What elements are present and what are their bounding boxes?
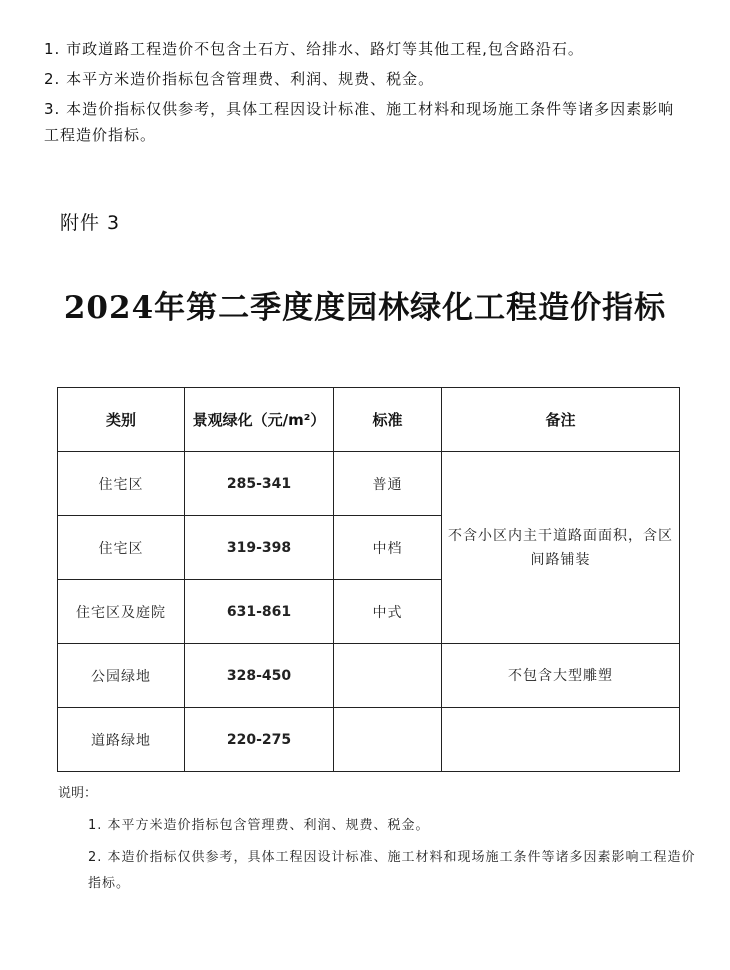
- row-category: 住宅区及庭院: [58, 580, 185, 644]
- header-category: 类别: [58, 388, 185, 452]
- explanation-heading: 说明：: [58, 786, 98, 801]
- table-header-row: [58, 388, 680, 452]
- table-row: [58, 452, 680, 516]
- row-standard: 中档: [334, 516, 442, 580]
- document-title: 2024年第二季度度园林绿化工程造价指标: [63, 290, 667, 326]
- explanation-notes: [58, 781, 698, 897]
- price-index-table: [57, 387, 680, 772]
- remark-park: 不包含大型雕塑: [442, 644, 680, 708]
- row-category: 住宅区: [58, 452, 185, 516]
- header-remark: 备注: [442, 388, 680, 452]
- row-value: 285-341: [185, 452, 334, 516]
- header-value: 景观绿化（元/m²）: [185, 388, 334, 452]
- attachment-label: 附件 3: [60, 212, 121, 234]
- row-standard: 中式: [334, 580, 442, 644]
- remark-road: [442, 708, 680, 772]
- header-standard: 标准: [334, 388, 442, 452]
- row-standard: [334, 708, 442, 772]
- top-notes: [44, 36, 684, 148]
- row-value: 631-861: [185, 580, 334, 644]
- row-category: 公园绿地: [58, 644, 185, 708]
- row-value: 319-398: [185, 516, 334, 580]
- top-note-3: 3. 本造价指标仅供参考，具体工程因设计标准、施工材料和现场施工条件等诸多因素影响工程造价指标。: [44, 100, 675, 144]
- explanation-item-2: 2. 本造价指标仅供参考，具体工程因设计标准、施工材料和现场施工条件等诸多因素影响工程造价指标。: [88, 850, 696, 891]
- row-value: 220-275: [185, 708, 334, 772]
- row-category: 住宅区: [58, 516, 185, 580]
- table-row: [58, 708, 680, 772]
- table-row: [58, 644, 680, 708]
- top-note-1: 1. 市政道路工程造价不包含土石方、给排水、路灯等其他工程,包含路沿石。: [44, 40, 584, 58]
- row-standard: [334, 644, 442, 708]
- row-standard: 普通: [334, 452, 442, 516]
- row-value: 328-450: [185, 644, 334, 708]
- explanation-item-1: 1. 本平方米造价指标包含管理费、利润、规费、税金。: [88, 818, 430, 833]
- top-note-2: 2. 本平方米造价指标包含管理费、利润、规费、税金。: [44, 70, 435, 88]
- remark-residential: 不含小区内主干道路面面积，含区间路铺装: [442, 452, 680, 644]
- row-category: 道路绿地: [58, 708, 185, 772]
